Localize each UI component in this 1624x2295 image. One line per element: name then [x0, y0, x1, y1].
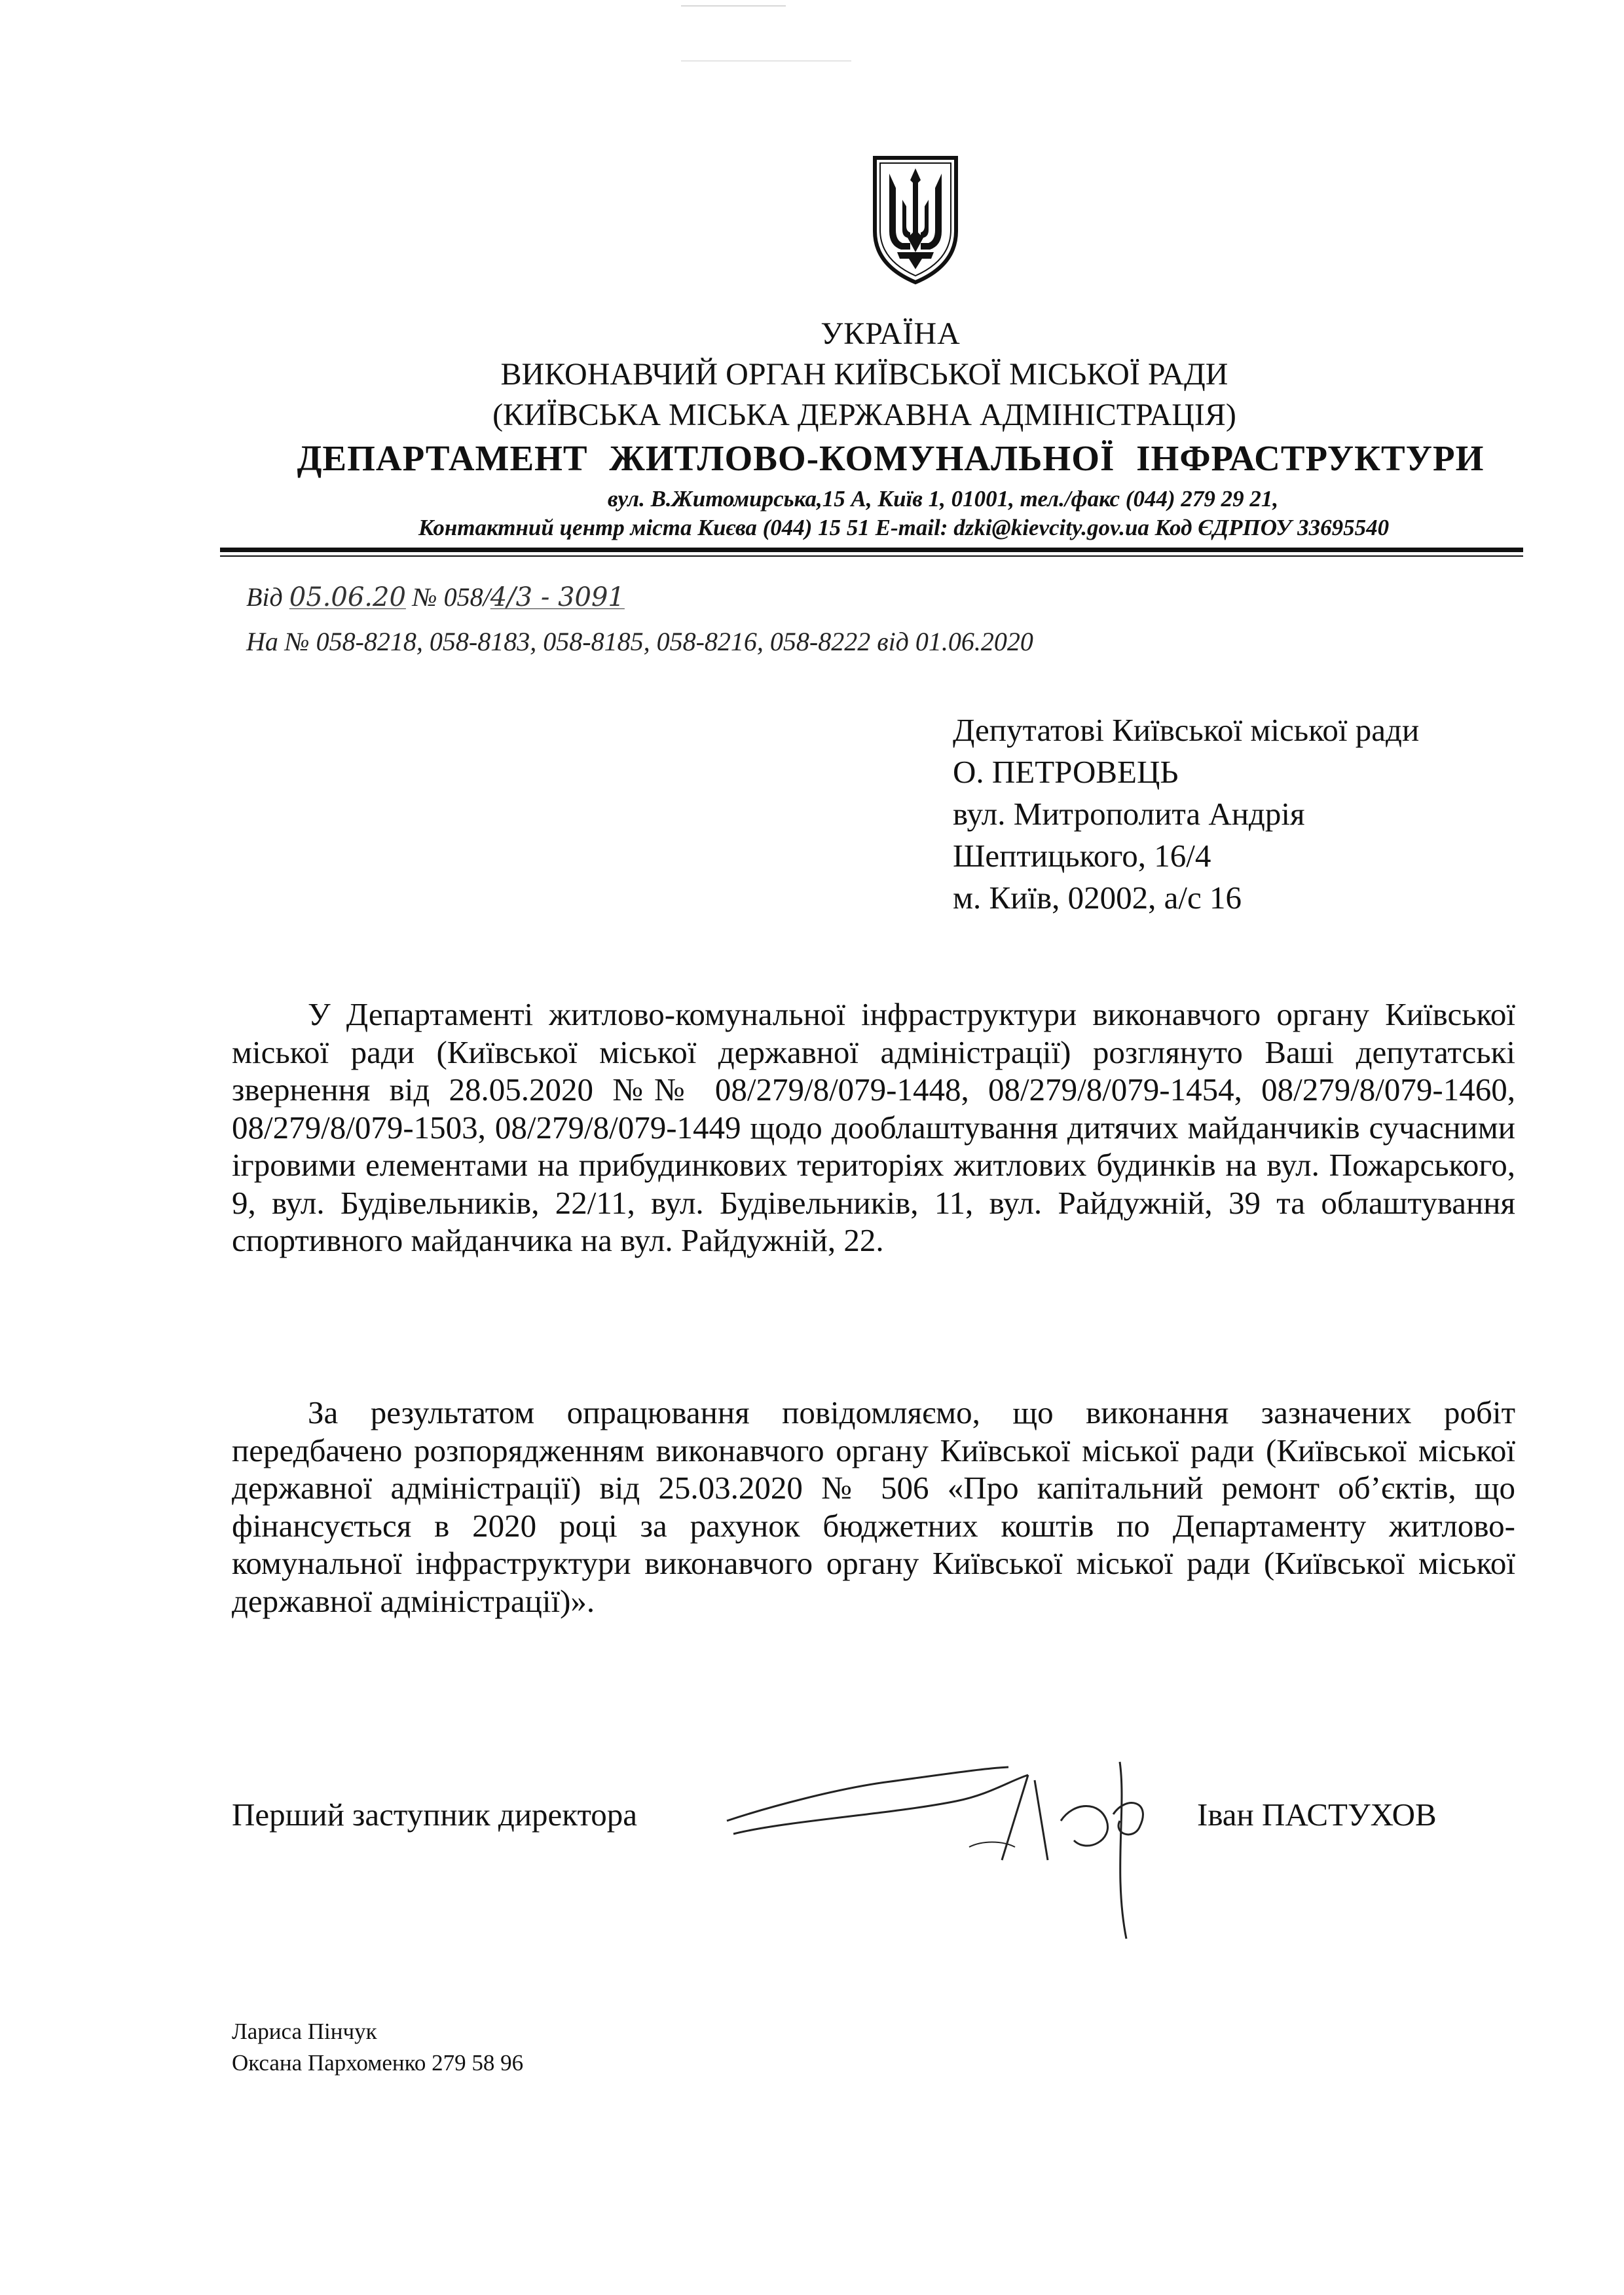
outgoing-reference [246, 582, 625, 612]
tryzub-coat-of-arms-icon [870, 154, 961, 285]
scan-artifact [681, 60, 851, 62]
executor-line-1: Лариса Пінчук [232, 2019, 377, 2044]
paragraph-text: За результатом опрацювання повідомляємо, що виконання зазначених робіт передбачено розпорядженням виконавчого органу Київської міської ради (Київської міської державної адміністрації) від 25.03.2020 № 506 «Про капітальний ремонт об’єктів, що фінансується в 2020 році за рахунок бюджетних коштів по Департаменту житлово-комунальної інфраструктури виконавчого органу Київської міської ради (Київської міської державної адміністрації)». [232, 1394, 1515, 1619]
header-administration: (КИЇВСЬКА МІСЬКА ДЕРЖАВНА АДМІНІСТРАЦІЯ) [492, 398, 1236, 432]
header-contact: Контактний центр міста Києва (044) 15 51 E-mail: dzki@kievcity.gov.ua Код ЄДРПОУ 33695540 [418, 515, 1390, 540]
header-divider-thick [220, 548, 1523, 552]
number-sign: № [412, 582, 437, 612]
executor-line-2: Оксана Пархоменко 279 58 96 [232, 2050, 524, 2076]
from-prefix: Від [246, 582, 283, 612]
header-address: вул. В.Житомирська,15 А, Київ 1, 01001, тел./факс (044) 279 29 21, [607, 486, 1279, 512]
header-department: ДЕПАРТАМЕНТ ЖИТЛОВО-КОМУНАЛЬНОЇ ІНФРАСТРУКТУРИ [297, 438, 1485, 478]
handwritten-signature [720, 1742, 1192, 1958]
body-paragraph-1 [232, 996, 1515, 1259]
addressee-line: вул. Митрополита Андрія [953, 796, 1305, 832]
header-organ: ВИКОНАВЧИЙ ОРГАН КИЇВСЬКОЇ МІСЬКОЇ РАДИ [500, 357, 1228, 392]
signer-position: Перший заступник директора [232, 1797, 637, 1833]
addressee-line: Шептицького, 16/4 [953, 838, 1211, 874]
body-paragraph-2 [232, 1394, 1515, 1620]
reply-reference: На № 058-8218, 058-8183, 058-8185, 058-8216, 058-8222 від 01.06.2020 [246, 627, 1033, 656]
scan-artifact [681, 5, 786, 7]
addressee-line: О. ПЕТРОВЕЦЬ [953, 754, 1179, 790]
outgoing-date: 05.06.20 [289, 582, 406, 612]
addressee-line: Депутатові Київської міської ради [953, 712, 1420, 748]
addressee-block [953, 709, 1419, 919]
addressee-line: м. Київ, 02002, а/с 16 [953, 880, 1242, 916]
header-divider-thin [220, 555, 1523, 557]
outgoing-number-handwritten: 4/3 - 3091 [490, 582, 625, 612]
signer-name: Іван ПАСТУХОВ [1197, 1797, 1437, 1833]
outgoing-number: 058/ [443, 582, 490, 612]
header-country: УКРАЇНА [821, 316, 961, 351]
paragraph-text: У Департаменті житлово-комунальної інфраструктури виконавчого органу Київської міської ради (Київської міської державної адміністрації) розглянуто Ваші депутатські звернення від 28.05.2020 №№ 08/279/8/079-1448, 08/279/8/079-1454, 08/279/8/079-1460, 08/279/8/079-1503, 08/279/8/079-1449 щодо дооблаштування дитячих майданчиків сучасними ігровими елементами на прибудинкових територіях житлових будинків на вул. Пожарського, 9, вул. Будівельників, 22/11, вул. Будівельників, 11, вул. Райдужній, 39 та облаштування спортивного майданчика на вул. Райдужній, 22. [232, 996, 1515, 1258]
